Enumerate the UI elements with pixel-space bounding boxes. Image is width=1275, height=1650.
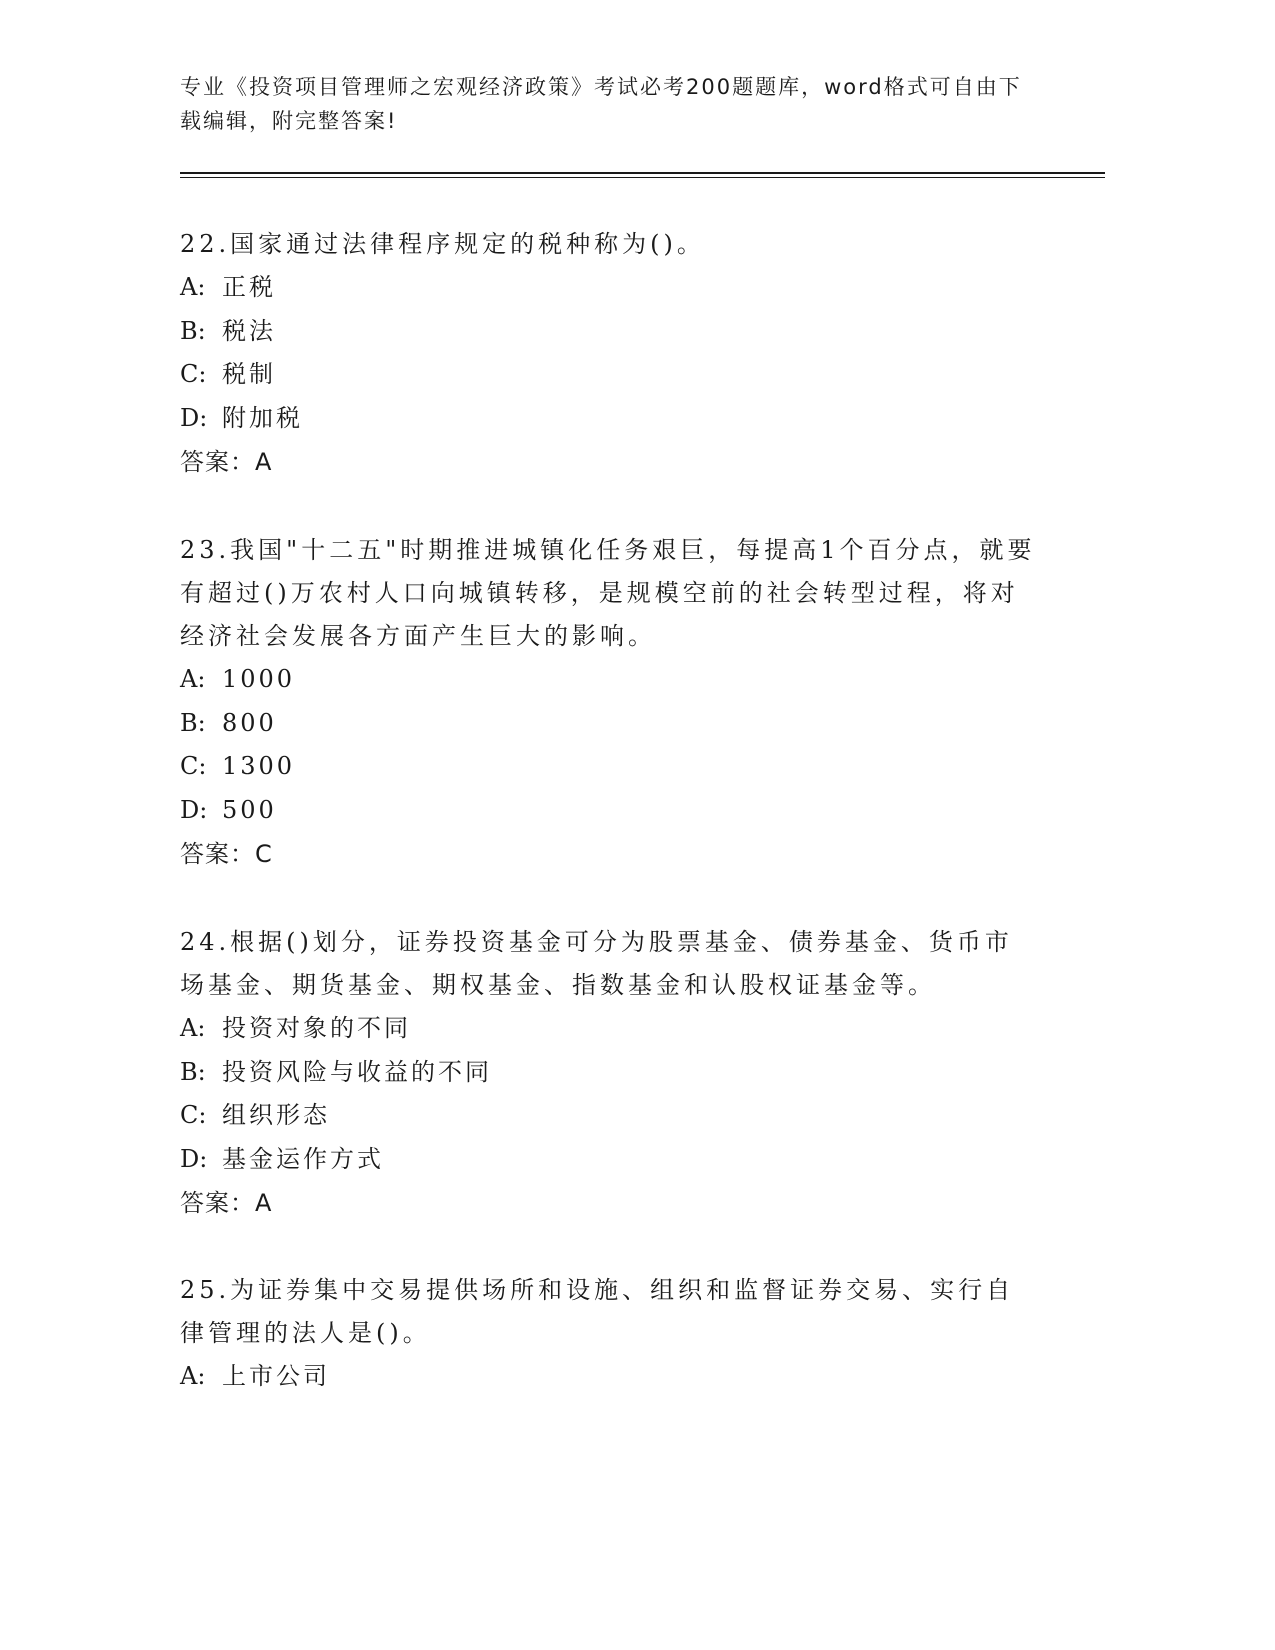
header-divider-thin xyxy=(180,177,1105,178)
option-letter: D: xyxy=(180,403,208,432)
option-a xyxy=(180,266,1040,310)
option-text: 1300 xyxy=(222,752,296,780)
option-letter: A: xyxy=(180,1362,206,1390)
document-header: 专业《投资项目管理师之宏观经济政策》考试必考200题题库，word格式可自由下载编辑，附完整答案! xyxy=(180,75,1022,133)
question-stem: 22.国家通过法律程序规定的税种称为()。 xyxy=(180,230,705,258)
option-letter: B: xyxy=(180,316,206,345)
answer-line: 答案：C xyxy=(180,840,273,868)
option-text: 附加税 xyxy=(222,403,303,432)
option-text: 1000 xyxy=(222,665,296,693)
option-c xyxy=(180,353,1040,397)
option-b xyxy=(180,310,1040,354)
option-letter: A: xyxy=(180,273,206,301)
header-divider-thick xyxy=(180,172,1105,174)
option-text: 投资对象的不同 xyxy=(222,1014,411,1042)
question-stem: 23.我国"十二五"时期推进城镇化任务艰巨，每提高1个百分点，就要有超过()万农村人口向城镇转移，是规模空前的社会转型过程，将对经济社会发展各方面产生巨大的影响。 xyxy=(180,536,1036,650)
option-text: 800 xyxy=(222,708,277,737)
option-letter: C: xyxy=(180,360,207,388)
answer-line: 答案：A xyxy=(180,1189,273,1217)
option-text: 投资风险与收益的不同 xyxy=(222,1057,492,1086)
option-text: 基金运作方式 xyxy=(222,1144,384,1173)
option-a xyxy=(180,1007,1040,1051)
option-text: 500 xyxy=(222,795,277,824)
option-letter: C: xyxy=(180,752,207,780)
option-text: 组织形态 xyxy=(222,1101,330,1129)
option-d xyxy=(180,397,1040,441)
option-letter: B: xyxy=(180,708,206,737)
question-23 xyxy=(180,529,1040,876)
option-text: 正税 xyxy=(222,273,276,301)
option-a xyxy=(180,1355,1040,1399)
question-22 xyxy=(180,223,1040,484)
option-c xyxy=(180,1094,1040,1138)
option-b xyxy=(180,1051,1040,1095)
question-stem: 24.根据()划分，证券投资基金可分为股票基金、债券基金、货币市场基金、期货基金、期权基金、指数基金和认股权证基金等。 xyxy=(180,928,1013,999)
question-25 xyxy=(180,1269,1040,1399)
answer-line: 答案：A xyxy=(180,448,273,476)
option-a xyxy=(180,658,1040,702)
option-letter: A: xyxy=(180,1014,206,1042)
option-letter: C: xyxy=(180,1101,207,1129)
option-letter: D: xyxy=(180,1144,208,1173)
option-c xyxy=(180,745,1040,789)
option-text: 税制 xyxy=(222,360,276,388)
option-letter: A: xyxy=(180,665,206,693)
option-text: 上市公司 xyxy=(222,1362,330,1390)
question-stem: 25.为证券集中交易提供场所和设施、组织和监督证券交易、实行自律管理的法人是()。 xyxy=(180,1276,1015,1347)
option-text: 税法 xyxy=(222,316,276,345)
option-d xyxy=(180,1138,1040,1182)
option-letter: B: xyxy=(180,1057,206,1086)
option-letter: D: xyxy=(180,795,208,824)
question-24 xyxy=(180,921,1040,1225)
option-d xyxy=(180,789,1040,833)
option-b xyxy=(180,702,1040,746)
